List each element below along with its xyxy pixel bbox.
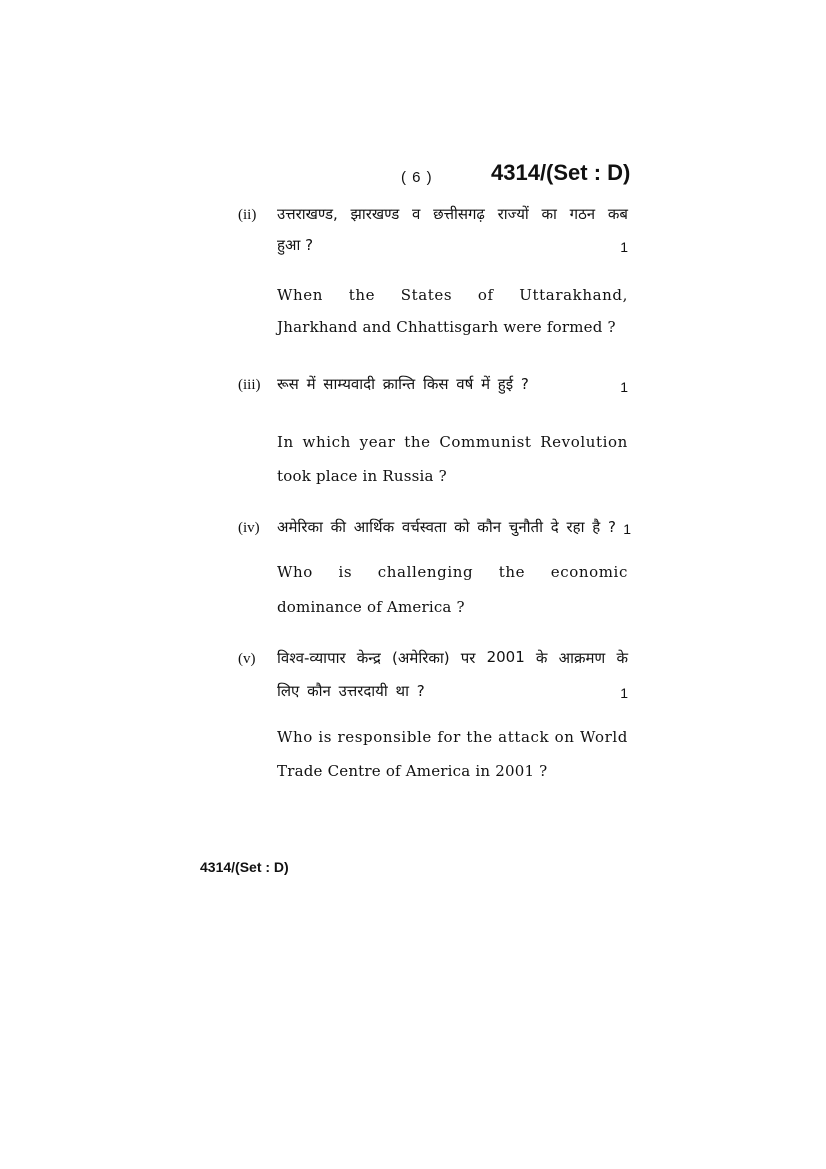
question-english-line-2: took place in Russia ? [277, 467, 447, 485]
question-english-line-1: Who is challenging the economic [277, 563, 628, 581]
question-number: (iii) [238, 377, 261, 393]
paper-code-footer: 4314/(Set : D) [200, 859, 289, 875]
question-marks: 1 [623, 521, 631, 537]
question-marks: 1 [620, 685, 628, 701]
question-english-line-1: In which year the Communist Revolution [277, 433, 628, 451]
question-hindi-line-2: लिए कौन उत्तरदायी था ? [277, 682, 425, 700]
page-number: ( 6 ) [401, 169, 433, 186]
page-header [0, 160, 826, 192]
paper-code-header: 4314/(Set : D) [491, 160, 631, 185]
question-marks: 1 [620, 239, 628, 255]
question-english-line-2: dominance of America ? [277, 598, 465, 616]
question-english-line-1: Who is responsible for the attack on World [277, 728, 628, 746]
question-hindi-line-1: उत्तराखण्ड, झारखण्ड व छत्तीसगढ़ राज्यों का गठन कब [277, 205, 628, 223]
question-hindi-line-1: अमेरिका की आर्थिक वर्चस्वता को कौन चुनौती दे रहा है ? [277, 518, 616, 536]
question-english-line-2: Trade Centre of America in 2001 ? [277, 762, 548, 780]
question-english-line-1: When the States of Uttarakhand, [277, 286, 628, 304]
question-number: (ii) [238, 207, 257, 223]
question-hindi-line-2: हुआ ? [277, 236, 314, 254]
question-number: (iv) [238, 520, 260, 536]
question-marks: 1 [620, 379, 628, 395]
question-english-line-2: Jharkhand and Chhattisgarh were formed ? [277, 318, 616, 336]
question-hindi-line-1: विश्व-व्यापार केन्द्र (अमेरिका) पर 2001 के आक्रमण के [277, 648, 628, 667]
question-hindi-line-1: रूस में साम्यवादी क्रान्ति किस वर्ष में हुई ? [277, 375, 529, 393]
question-number: (v) [238, 651, 256, 667]
